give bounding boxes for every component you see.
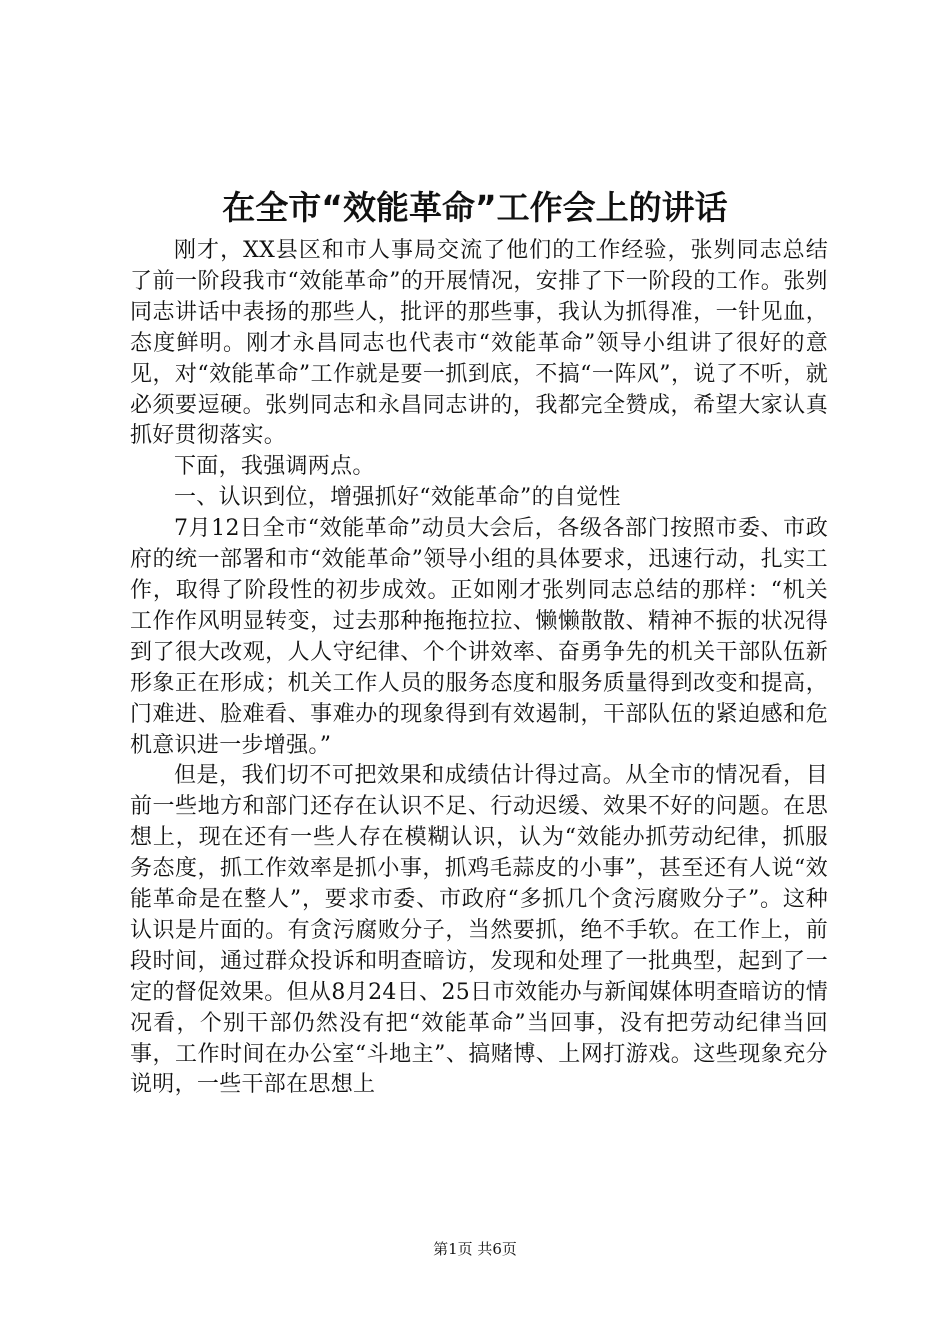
paragraph-problems: 但是，我们切不可把效果和成绩估计得过高。从全市的情况看，目前一些地方和部门还存在认识不足、行动迟缓、效果不好的问题。在思想上，现在还有一些人存在模糊认识，认为“效能办抓劳动纪律，抓服务态度，抓工作效率是抓小事，抓鸡毛蒜皮的小事”，甚至还有人说“效能革命是在整人”，要求市委、市政府“多抓几个贪污腐败分子”。这种认识是片面的。有贪污腐败分子，当然要抓，绝不手软。在工作上，前段时间，通过群众投诉和明查暗访，发现和处理了一批典型，起到了一定的督促效果。但从8月24日、25日市效能办与新闻媒体明查暗访的情况看，个别干部仍然没有把“效能革命”当回事，没有把劳动纪律当回事，工作时间在办公室“斗地主”、搞赌博、上网打游戏。这些现象充分说明，一些干部在思想上	[130, 763, 828, 1098]
document-body	[130, 236, 828, 1101]
paragraph-achievements: 7月12日全市“效能革命”动员大会后，各级各部门按照市委、市政府的统一部署和市“效能革命”领导小组的具体要求，迅速行动，扎实工作，取得了阶段性的初步成效。正如刚才张刿同志总结的那样：“机关工作作风明显转变，过去那种拖拖拉拉、懒懒散散、精神不振的状况得到了很大改观，人人守纪律、个个讲效率、奋勇争先的机关干部队伍新形象正在形成；机关工作人员的服务态度和服务质量得到改变和提高，门难进、脸难看、事难办的现象得到有效遏制，干部队伍的紧迫感和危机意识进一步增强。”	[130, 516, 828, 758]
paragraph-intro: 下面，我强调两点。	[174, 454, 375, 480]
paragraph-opening: 刚才，XX县区和市人事局交流了他们的工作经验，张刿同志总结了前一阶段我市“效能革命”的开展情况，安排了下一阶段的工作。张刿同志讲话中表扬的那些人，批评的那些事，我认为抓得准，一针见血，态度鲜明。刚才永昌同志也代表市“效能革命”领导小组讲了很好的意见，对“效能革命”工作就是要一抓到底，不搞“一阵风”，说了不听，就必须要逗硬。张刿同志和永昌同志讲的，我都完全赞成，希望大家认真抓好贯彻落实。	[130, 238, 828, 449]
section-heading-1: 一、认识到位，增强抓好“效能革命”的自觉性	[174, 485, 621, 511]
document-title: 在全市“效能革命”工作会上的讲话	[222, 188, 728, 227]
page-footer: 第1页 共6页	[433, 1240, 517, 1258]
